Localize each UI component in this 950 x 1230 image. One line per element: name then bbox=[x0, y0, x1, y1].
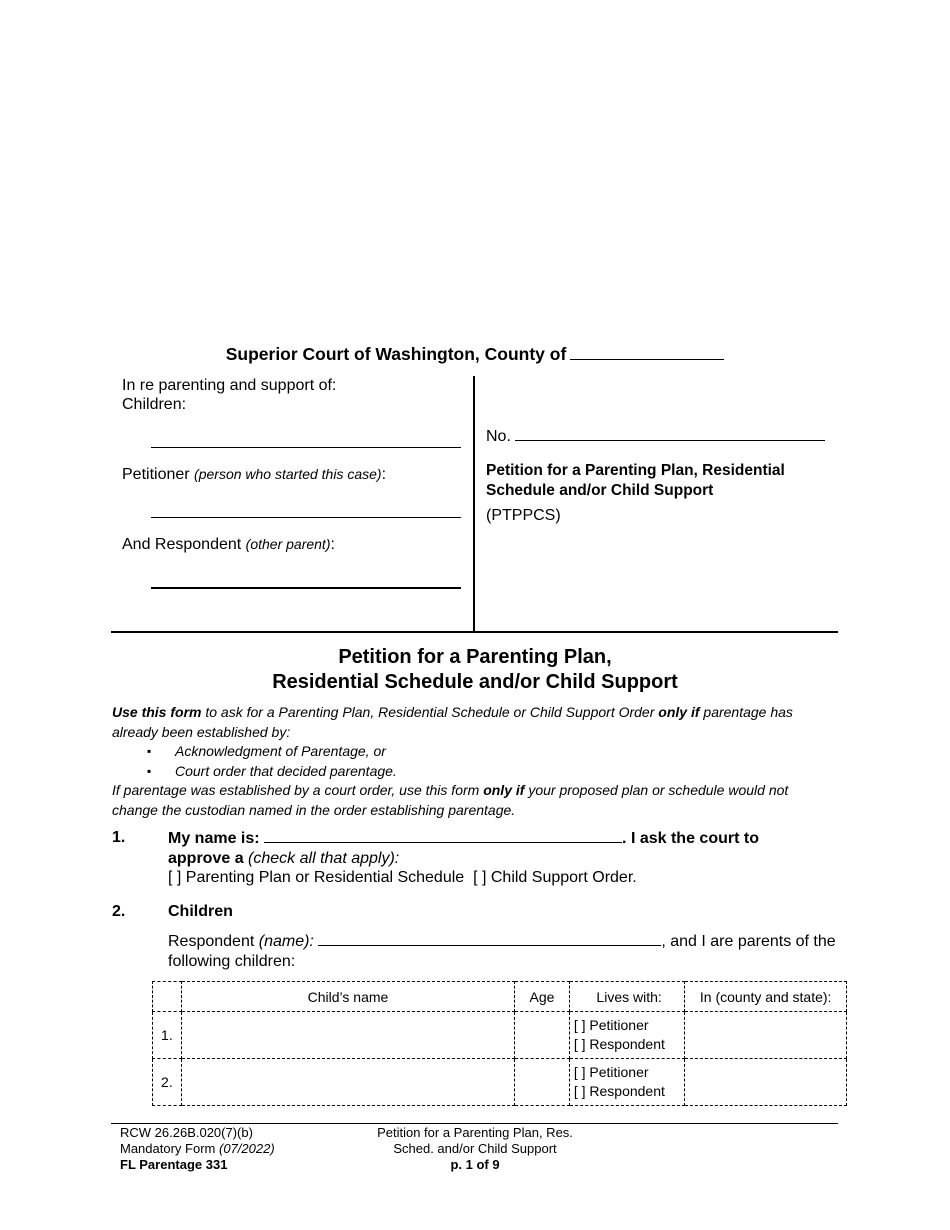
respondent-checkbox[interactable]: [ ] Respondent bbox=[573, 1036, 665, 1052]
list-item: ▪ Court order that decided parentage. bbox=[175, 762, 827, 782]
title-line-2: Residential Schedule and/or Child Support bbox=[272, 671, 678, 693]
court-title: Superior Court of Washington, County of bbox=[0, 344, 950, 365]
caption-doc-title: Petition for a Parenting Plan, Residential Schedule and/or Child Support bbox=[486, 462, 785, 499]
child-age-cell[interactable] bbox=[515, 1012, 570, 1059]
children-table bbox=[152, 981, 847, 1106]
footer-rcw: RCW 26.26B.020(7)(b) bbox=[120, 1125, 253, 1140]
footer-title-1: Petition for a Parenting Plan, Res. bbox=[377, 1125, 573, 1140]
section-1: My name is: . I ask the court to approve a (check all that apply): [ ] Parenting Plan or Residential Schedule [ ] Child Support Order. bbox=[168, 830, 759, 886]
row-number: 2. bbox=[153, 1059, 182, 1106]
respondent-name-blank-2[interactable] bbox=[318, 932, 661, 946]
caption-bottom-rule bbox=[111, 631, 838, 633]
child-name-cell[interactable] bbox=[181, 1059, 514, 1106]
section-2-heading: Children bbox=[168, 903, 233, 920]
col-num bbox=[153, 982, 182, 1012]
table-row bbox=[153, 1059, 847, 1106]
footer-form-id: FL Parentage 331 bbox=[120, 1157, 228, 1172]
children-label: Children: bbox=[122, 396, 187, 413]
county-state-cell[interactable] bbox=[685, 1012, 847, 1059]
caption-divider bbox=[473, 376, 475, 632]
intro-bullets bbox=[112, 742, 827, 781]
child-age-cell[interactable] bbox=[515, 1059, 570, 1106]
footer-mandatory: Mandatory Form (07/2022) bbox=[120, 1141, 275, 1156]
case-number: No. bbox=[486, 426, 825, 446]
list-item: ▪ Acknowledgment of Parentage, or bbox=[175, 742, 827, 762]
col-county-state: In (county and state): bbox=[685, 982, 847, 1012]
intro-instructions: Use this form to ask for a Parenting Plan, Residential Schedule or Child Support Order only if parentage has already been established by: ▪ Acknowledgment of Parentage, or ▪ Court order that decided parentage. If parentage was established by a court order, use this form only if your proposed plan or schedule would not change the custodian named in the order establishing parentage. bbox=[112, 703, 827, 820]
caption-left bbox=[122, 376, 467, 414]
respondent-checkbox[interactable]: [ ] Respondent bbox=[573, 1083, 665, 1099]
col-child-name: Child’s name bbox=[181, 982, 514, 1012]
child-support-checkbox[interactable]: [ ] Child Support Order. bbox=[473, 869, 637, 886]
my-name-blank[interactable] bbox=[264, 829, 622, 843]
footer-title-2: Sched. and/or Child Support bbox=[393, 1141, 557, 1156]
col-age: Age bbox=[515, 982, 570, 1012]
petitioner-checkbox[interactable]: [ ] Petitioner bbox=[573, 1064, 649, 1080]
col-lives-with: Lives with: bbox=[569, 982, 685, 1012]
petitioner-name-blank[interactable] bbox=[151, 517, 461, 518]
section-2-text: Respondent (name): , and I are parents of the following children: bbox=[168, 933, 836, 970]
case-number-blank[interactable] bbox=[515, 426, 825, 441]
children-name-blank[interactable] bbox=[151, 447, 461, 448]
petitioner-checkbox[interactable]: [ ] Petitioner bbox=[573, 1017, 649, 1033]
child-name-cell[interactable] bbox=[181, 1012, 514, 1059]
caption-doc-code: (PTPPCS) bbox=[486, 507, 561, 524]
county-state-cell[interactable] bbox=[685, 1059, 847, 1106]
table-row bbox=[153, 1012, 847, 1059]
title-line-1: Petition for a Parenting Plan, bbox=[338, 646, 612, 668]
in-re-label: In re parenting and support of: bbox=[122, 377, 337, 394]
lives-with-cell[interactable] bbox=[569, 1059, 685, 1106]
footer-center bbox=[0, 1125, 950, 1173]
footer-rule bbox=[111, 1123, 838, 1124]
respondent-name-blank[interactable] bbox=[151, 587, 461, 589]
row-number: 1. bbox=[153, 1012, 182, 1059]
page-number: p. 1 of 9 bbox=[450, 1157, 500, 1172]
page-title bbox=[0, 645, 950, 695]
lives-with-cell[interactable] bbox=[569, 1012, 685, 1059]
section-2-number: 2. bbox=[112, 903, 126, 920]
petitioner-label: Petitioner (person who started this case): bbox=[122, 466, 387, 483]
county-blank[interactable] bbox=[570, 345, 724, 360]
table-header-row bbox=[153, 982, 847, 1012]
respondent-label: And Respondent (other parent): bbox=[122, 536, 335, 553]
parenting-plan-checkbox[interactable]: [ ] Parenting Plan or Residential Schedule bbox=[168, 869, 465, 886]
section-1-number: 1. bbox=[112, 829, 126, 846]
